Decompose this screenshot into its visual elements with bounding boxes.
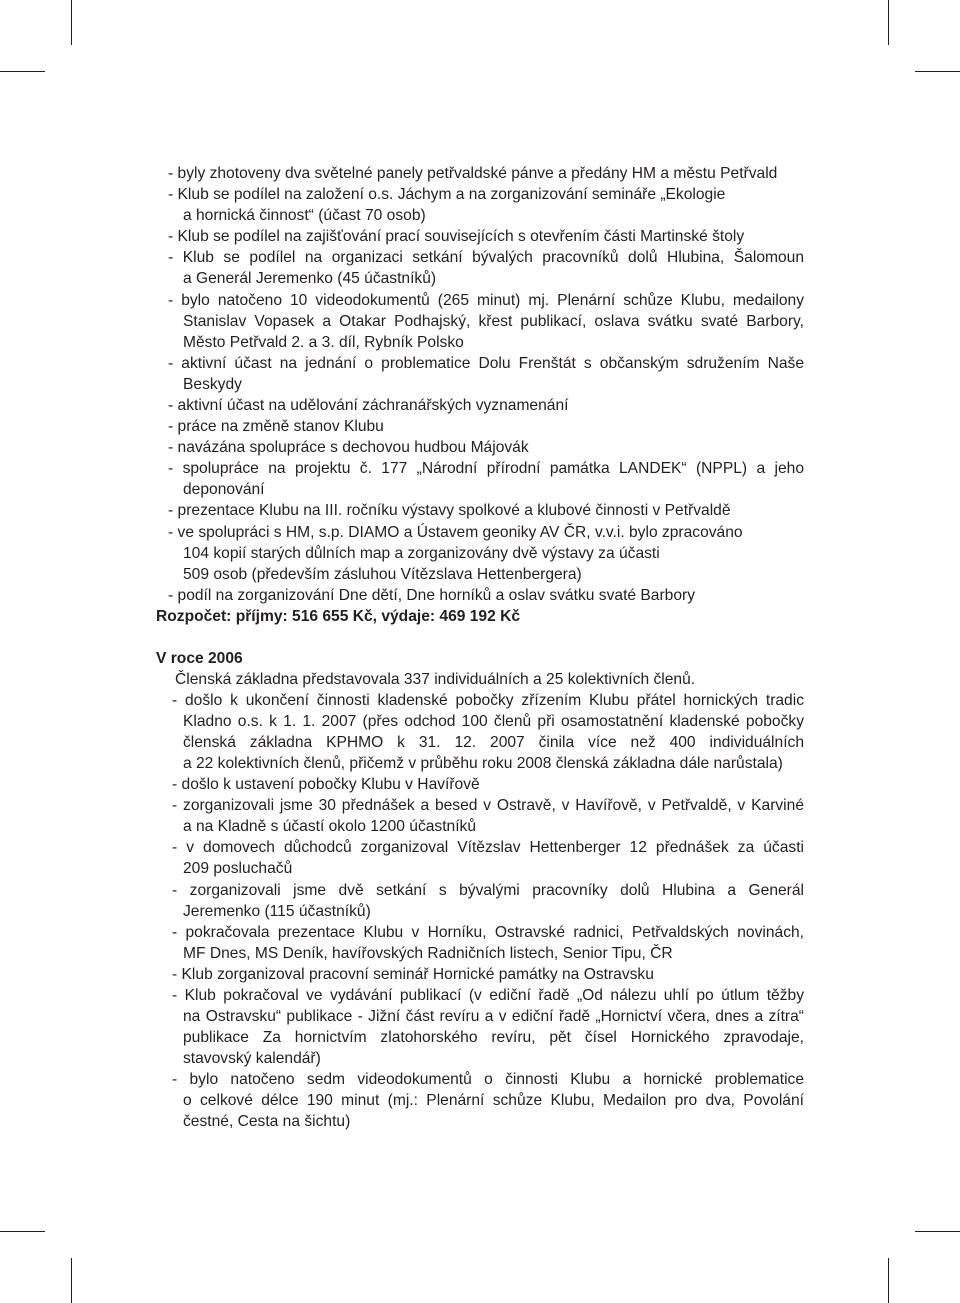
list-item-continuation: Město Petřvald 2. a 3. díl, Rybník Polsko	[183, 334, 464, 351]
section-heading: V roce 2006	[156, 650, 243, 667]
list-item: - podíl na zorganizování Dne dětí, Dne horníků a oslav svátku svaté Barbory	[168, 587, 696, 604]
list-item: - byly zhotoveny dva světelné panely petřvaldské pánve a předány HM a městu Petřvald	[168, 165, 778, 182]
crop-mark	[888, 1258, 889, 1303]
crop-mark	[888, 0, 889, 45]
list-item-continuation: 209 posluchačů	[183, 860, 293, 877]
list-item-continuation: na Ostravsku“ publikace - Jižní část revíru a v ediční řadě „Hornictví včera, dnes a zítra“	[183, 1008, 804, 1025]
crop-mark	[71, 1258, 72, 1303]
list-item-continuation: 104 kopií starých důlních map a zorganizovány dvě výstavy za účasti	[183, 545, 660, 562]
list-item: - zorganizovali jsme 30 přednášek a besed v Ostravě, v Havířově, v Petřvaldě, v Karviné	[172, 797, 804, 814]
list-item: - v domovech důchodců zorganizoval Vítězslav Hettenberger 12 přednášek za účasti	[172, 839, 804, 856]
list-item-continuation: Stanislav Vopasek a Otakar Podhajský, křest publikací, oslava svátku svaté Barbory,	[183, 313, 804, 330]
crop-mark	[0, 1231, 45, 1232]
list-item: - bylo natočeno sedm videodokumentů o činnosti Klubu a hornické problematice	[172, 1071, 804, 1088]
list-item: - Klub pokračoval ve vydávání publikací (v ediční řadě „Od nálezu uhlí po útlum těžby	[172, 987, 804, 1004]
list-item-continuation: a Generál Jeremenko (45 účastníků)	[183, 270, 437, 287]
list-item: - Klub se podílel na organizaci setkání bývalých pracovníků dolů Hlubina, Šalomoun	[168, 249, 804, 266]
list-item-continuation: 509 osob (především zásluhou Vítězslava Hettenbergera)	[183, 566, 582, 583]
list-item: - práce na změně stanov Klubu	[168, 418, 384, 435]
list-item: - prezentace Klubu na III. ročníku výstavy spolkové a klubové činnosti v Petřvaldě	[168, 502, 731, 519]
list-item: - ve spolupráci s HM, s.p. DIAMO a Ústavem geoniky AV ČR, v.v.i. bylo zpracováno	[168, 524, 743, 541]
list-item-continuation: Kladno o.s. k 1. 1. 2007 (přes odchod 100 členů při osamostatnění kladenské pobočky	[183, 713, 804, 730]
list-item: - aktivní účast na udělování záchranářských vyznamenání	[168, 397, 569, 414]
list-item: - zorganizovali jsme dvě setkání s bývalými pracovníky dolů Hlubina a Generál	[172, 882, 804, 899]
list-item: - bylo natočeno 10 videodokumentů (265 minut) mj. Plenární schůze Klubu, medailony	[168, 292, 804, 309]
list-item-continuation: deponování	[183, 481, 265, 498]
list-item: - Klub se podílel na zajišťování prací souvisejících s otevřením části Martinské štoly	[168, 228, 745, 245]
list-item: - navázána spolupráce s dechovou hudbou Májovák	[168, 439, 529, 456]
list-item: - Klub zorganizoval pracovní seminář Hornické památky na Ostravsku	[172, 966, 654, 983]
crop-mark	[71, 0, 72, 45]
list-item: - pokračovala prezentace Klubu v Horníku, Ostravské radnici, Petřvaldských novinách,	[172, 924, 804, 941]
list-item: - došlo k ustavení pobočky Klubu v Havířově	[172, 776, 480, 793]
list-item-continuation: MF Dnes, MS Deník, havířovských Radničních listech, Senior Tipu, ČR	[183, 945, 673, 962]
crop-mark	[915, 1231, 960, 1232]
budget-summary: Rozpočet: příjmy: 516 655 Kč, výdaje: 469 192 Kč	[156, 608, 521, 625]
crop-mark	[0, 71, 45, 72]
list-item-continuation: o celkové délce 190 minut (mj.: Plenární schůze Klubu, Medailon pro dva, Povolání	[183, 1092, 804, 1109]
paragraph: Členská základna představovala 337 individuálních a 25 kolektivních členů.	[175, 671, 696, 688]
list-item-continuation: Jeremenko (115 účastníků)	[183, 903, 371, 920]
list-item-continuation: a hornická činnost“ (účast 70 osob)	[183, 207, 426, 224]
list-item: - došlo k ukončení činnosti kladenské pobočky zřízením Klubu přátel hornických tradic	[172, 692, 804, 709]
list-item-continuation: Beskydy	[183, 376, 242, 393]
list-item: - aktivní účast na jednání o problematice Dolu Frenštát s občanským sdružením Naše	[168, 355, 804, 372]
list-item-continuation: čestné, Cesta na šichtu)	[183, 1113, 351, 1130]
list-item-continuation: stavovský kalendář)	[183, 1050, 321, 1067]
crop-mark	[915, 71, 960, 72]
list-item-continuation: členská základna KPHMO k 31. 12. 2007 činila více než 400 individuálních	[183, 734, 804, 751]
list-item: - Klub se podílel na založení o.s. Jáchym a na zorganizování semináře „Ekologie	[168, 186, 726, 203]
list-item-continuation: a 22 kolektivních členů, přičemž v průběhu roku 2008 členská základna dále narůstala)	[183, 755, 783, 772]
list-item: - spolupráce na projektu č. 177 „Národní přírodní památka LANDEK“ (NPPL) a jeho	[168, 460, 804, 477]
list-item-continuation: publikace Za hornictvím zlatohorského revíru, pět čísel Hornického zpravodaje,	[183, 1029, 804, 1046]
list-item-continuation: a na Kladně s účastí okolo 1200 účastníků	[183, 818, 477, 835]
